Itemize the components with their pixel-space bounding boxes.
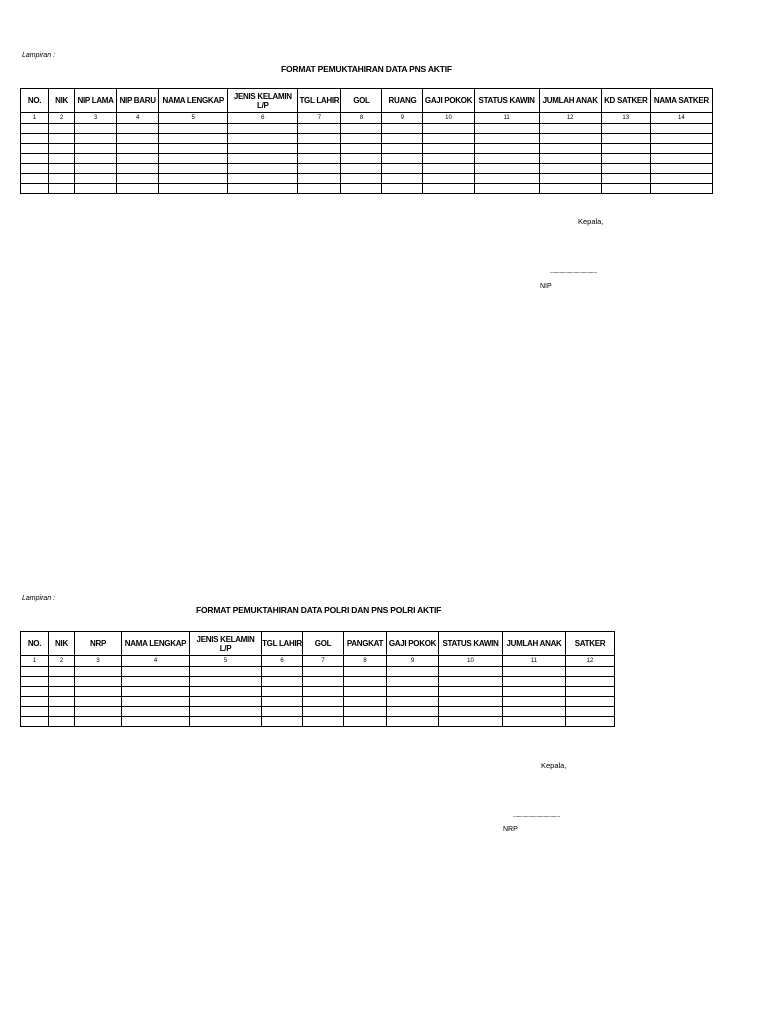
column-number: 4	[117, 113, 159, 124]
header-gaji-pokok: GAJI POKOK	[423, 89, 474, 113]
column-number: 8	[341, 113, 382, 124]
form-title-polri: FORMAT PEMUKTAHIRAN DATA POLRI DAN PNS POLRI AKTIF	[196, 605, 442, 615]
table-row	[21, 154, 713, 164]
column-number: 12	[539, 113, 601, 124]
column-number: 12	[566, 656, 615, 667]
header-kd-satker: KD SATKER	[601, 89, 650, 113]
header-gol: GOL	[303, 632, 344, 656]
column-number: 6	[228, 113, 298, 124]
column-number: 3	[75, 656, 122, 667]
header-nama-satker: NAMA SATKER	[650, 89, 712, 113]
form-title-pns: FORMAT PEMUKTAHIRAN DATA PNS AKTIF	[281, 64, 452, 74]
signature-label-kepala-1: Kepala,	[578, 217, 604, 226]
header-tgl-lahir: TGL LAHIR	[262, 632, 303, 656]
table-header-row	[21, 632, 615, 656]
header-satker: SATKER	[566, 632, 615, 656]
header-jenis-kelamin: JENIS KELAMIN L/P	[228, 89, 298, 113]
header-nama-lengkap: NAMA LENGKAP	[122, 632, 190, 656]
header-status-kawin: STATUS KAWIN	[439, 632, 503, 656]
signature-line-1: ........................................	[550, 269, 597, 275]
lampiran-label-1: Lampiran :	[22, 52, 56, 59]
table-row	[21, 174, 713, 184]
column-number-row	[21, 113, 713, 124]
lampiran-label-2: Lampiran :	[22, 595, 56, 602]
pns-data-table	[20, 88, 713, 194]
table-row	[21, 164, 713, 174]
table-row	[21, 134, 713, 144]
table-row	[21, 687, 615, 697]
header-nip-lama: NIP LAMA	[75, 89, 117, 113]
table-row	[21, 717, 615, 727]
header-no: NO.	[21, 632, 49, 656]
column-number: 2	[49, 656, 75, 667]
column-number: 14	[650, 113, 712, 124]
nrp-label: NRP	[503, 826, 518, 833]
table-row	[21, 677, 615, 687]
header-nip-baru: NIP BARU	[117, 89, 159, 113]
column-number-row	[21, 656, 615, 667]
column-number: 5	[190, 656, 262, 667]
column-number: 8	[344, 656, 387, 667]
polri-data-table	[20, 631, 615, 727]
header-jenis-kelamin: JENIS KELAMIN L/P	[190, 632, 262, 656]
header-nik: NIK	[49, 632, 75, 656]
header-nama-lengkap: NAMA LENGKAP	[159, 89, 228, 113]
table-row	[21, 667, 615, 677]
column-number: 9	[382, 113, 423, 124]
header-jumlah-anak: JUMLAH ANAK	[539, 89, 601, 113]
column-number: 1	[21, 113, 49, 124]
header-no: NO.	[21, 89, 49, 113]
signature-label-kepala-2: Kepala,	[541, 761, 567, 770]
table-row	[21, 184, 713, 194]
nip-label: NIP	[540, 283, 552, 290]
table-row	[21, 144, 713, 154]
column-number: 3	[75, 113, 117, 124]
column-number: 2	[49, 113, 75, 124]
column-number: 10	[423, 113, 474, 124]
header-nik: NIK	[49, 89, 75, 113]
column-number: 13	[601, 113, 650, 124]
column-number: 4	[122, 656, 190, 667]
header-status-kawin: STATUS KAWIN	[474, 89, 539, 113]
header-gol: GOL	[341, 89, 382, 113]
column-number: 11	[474, 113, 539, 124]
table-row	[21, 124, 713, 134]
header-gaji-pokok: GAJI POKOK	[387, 632, 439, 656]
column-number: 1	[21, 656, 49, 667]
header-pangkat: PANGKAT	[344, 632, 387, 656]
column-number: 9	[387, 656, 439, 667]
column-number: 6	[262, 656, 303, 667]
header-ruang: RUANG	[382, 89, 423, 113]
header-tgl-lahir: TGL LAHIR	[298, 89, 341, 113]
table-row	[21, 707, 615, 717]
header-nrp: NRP	[75, 632, 122, 656]
column-number: 7	[303, 656, 344, 667]
table-header-row	[21, 89, 713, 113]
column-number: 5	[159, 113, 228, 124]
column-number: 11	[503, 656, 566, 667]
column-number: 7	[298, 113, 341, 124]
column-number: 10	[439, 656, 503, 667]
signature-line-2: ........................................	[513, 813, 560, 819]
table-row	[21, 697, 615, 707]
header-jumlah-anak: JUMLAH ANAK	[503, 632, 566, 656]
